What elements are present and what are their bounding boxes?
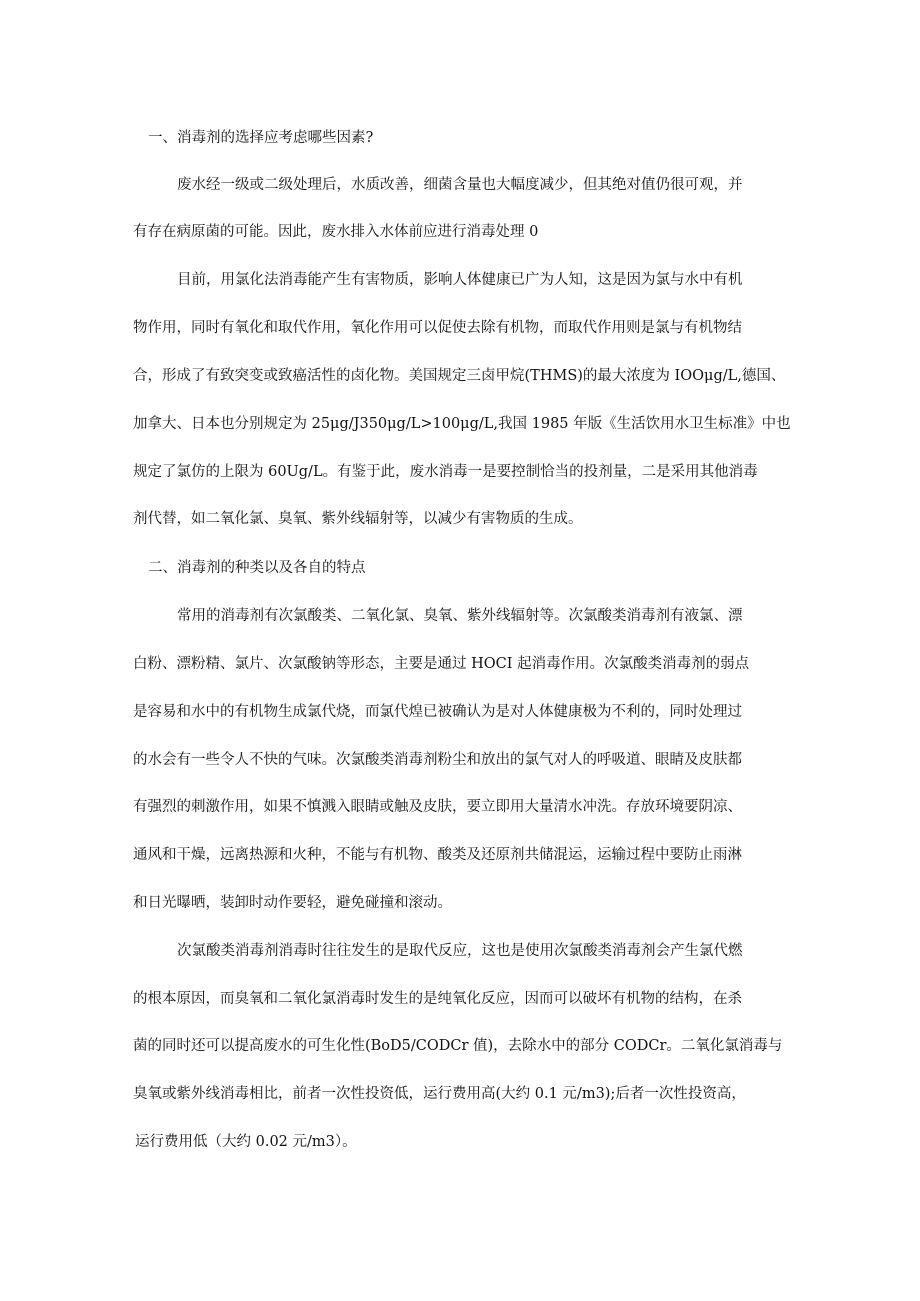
paragraph-line: 的水会有一些令人不快的气味。次氯酸类消毒剂粉尘和放出的氯气对人的呼吸道、眼睛及皮肤都	[133, 752, 742, 768]
paragraph-line: 次氯酸类消毒剂消毒时往往发生的是取代反应，这也是使用次氯酸类消毒剂会产生氯代燃	[177, 943, 743, 959]
paragraph-line: 剂代替，如二氧化氯、臭氧、紫外线辐射等，以减少有害物质的生成。	[133, 511, 583, 527]
paragraph-line: 和日光曝晒，装卸时动作要轻，避免碰撞和滚动。	[133, 895, 452, 911]
paragraph-line: 常用的消毒剂有次氯酸类、二氧化氯、臭氧、紫外线辐射等。次氯酸类消毒剂有液氯、漂	[177, 608, 743, 624]
paragraph-line: 通风和干燥，远离热源和火种，不能与有机物、酸类及还原剂共储混运，运输过程中要防止雨淋	[133, 847, 742, 863]
section-heading-1: 一、消毒剂的选择应考虑哪些因素?	[148, 130, 374, 146]
paragraph-line: 目前，用氯化法消毒能产生有害物质，影响人体健康已广为人知，这是因为氯与水中有机	[177, 272, 743, 288]
paragraph-line: 的根本原因，而臭氧和二氧化氯消毒时发生的是纯氧化反应，因而可以破坏有机物的结构，在杀	[133, 991, 742, 1007]
paragraph-line: 加拿大、日本也分别规定为 25μg/J350μg/L>100μg/L,我国 1985 年版《生活饮用水卫生标准》中也	[133, 416, 791, 432]
paragraph-line: 白粉、漂粉精、氯片、次氯酸钠等形态，主要是通过 HOCI 起消毒作用。次氯酸类消毒剂的弱点	[133, 656, 750, 672]
section-heading-2: 二、消毒剂的种类以及各自的特点	[148, 560, 366, 576]
paragraph-line: 有强烈的刺激作用，如果不慎溅入眼睛或触及皮肤，要立即用大量清水冲洗。存放环境要阴凉、	[133, 799, 742, 815]
paragraph-line: 臭氧或紫外线消毒相比，前者一次性投资低，运行费用高(大约 0.1 元/m3);后者一次性投资高，	[133, 1086, 746, 1102]
paragraph-line: 废水经一级或二级处理后，水质改善，细菌含量也大幅度减少，但其绝对值仍很可观，并	[177, 177, 743, 193]
paragraph-line: 合，形成了有致突变或致癌活性的卤化物。美国规定三卤甲烷(THMS)的最大浓度为 IOOμg/L,德国、	[133, 368, 786, 384]
paragraph-line: 运行费用低（大约 0.02 元/m3）。	[135, 1134, 357, 1150]
paragraph-line: 物作用，同时有氧化和取代作用，氧化作用可以促使去除有机物，而取代作用则是氯与有机物结	[133, 320, 742, 336]
paragraph-line: 有存在病原菌的可能。因此，废水排入水体前应进行消毒处理 0	[133, 224, 539, 240]
paragraph-line: 规定了氯仿的上限为 60Ug/L。有鉴于此，废水消毒一是要控制恰当的投剂量，二是采用其他消毒	[133, 464, 758, 480]
paragraph-line: 菌的同时还可以提高废水的可生化性(BoD5/CODCr 值)，去除水中的部分 CODCr。二氧化氯消毒与	[133, 1038, 783, 1054]
paragraph-line: 是容易和水中的有机物生成氯代烧，而氯代煌已被确认为是对人体健康极为不利的，同时处理过	[133, 704, 742, 720]
